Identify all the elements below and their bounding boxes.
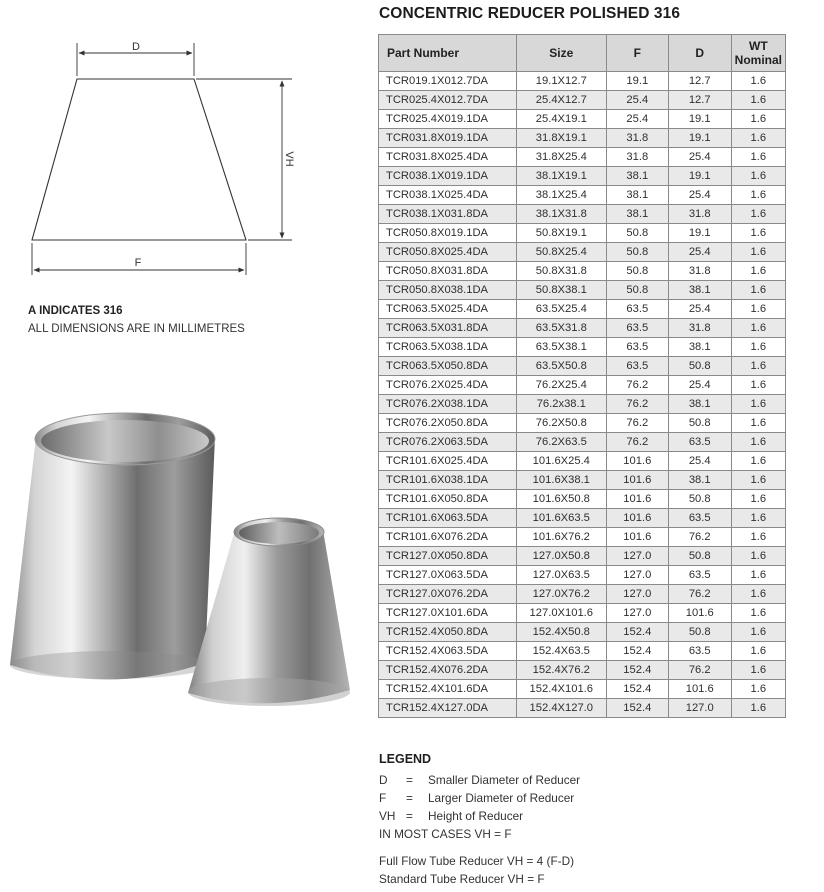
cell-d: 25.4 xyxy=(668,243,731,262)
cell-part-number: TCR101.6X063.5DA xyxy=(379,509,517,528)
cell-d: 31.8 xyxy=(668,262,731,281)
vh-label: VH xyxy=(283,151,295,167)
cell-d: 63.5 xyxy=(668,433,731,452)
table-row xyxy=(379,376,786,395)
cell-part-number: TCR152.4X076.2DA xyxy=(379,661,517,680)
cell-d: 19.1 xyxy=(668,167,731,186)
cell-part-number: TCR152.4X050.8DA xyxy=(379,623,517,642)
cell-size: 127.0X63.5 xyxy=(516,566,606,585)
cell-d: 76.2 xyxy=(668,661,731,680)
cell-wt: 1.6 xyxy=(731,414,785,433)
cell-part-number: TCR076.2X025.4DA xyxy=(379,376,517,395)
cell-wt: 1.6 xyxy=(731,91,785,110)
material-note: A INDICATES 316 xyxy=(28,305,123,317)
legend-note: IN MOST CASES VH = F xyxy=(379,827,512,841)
table-row xyxy=(379,566,786,585)
cell-part-number: TCR038.1X025.4DA xyxy=(379,186,517,205)
cell-size: 127.0X50.8 xyxy=(516,547,606,566)
cell-part-number: TCR019.1X012.7DA xyxy=(379,72,517,91)
cell-f: 101.6 xyxy=(606,528,668,547)
col-d: D xyxy=(668,35,731,72)
cell-part-number: TCR050.8X031.8DA xyxy=(379,262,517,281)
legend-item: D = Smaller Diameter of Reducer xyxy=(379,773,581,787)
cell-d: 19.1 xyxy=(668,129,731,148)
cell-part-number: TCR127.0X050.8DA xyxy=(379,547,517,566)
table-row xyxy=(379,243,786,262)
cell-part-number: TCR101.6X025.4DA xyxy=(379,452,517,471)
small-reducer xyxy=(188,518,350,706)
table-row xyxy=(379,91,786,110)
cell-size: 63.5X50.8 xyxy=(516,357,606,376)
table-row xyxy=(379,528,786,547)
table-row xyxy=(379,224,786,243)
cell-size: 38.1X19.1 xyxy=(516,167,606,186)
cell-size: 76.2X50.8 xyxy=(516,414,606,433)
cell-size: 76.2x38.1 xyxy=(516,395,606,414)
cell-part-number: TCR127.0X076.2DA xyxy=(379,585,517,604)
table-row xyxy=(379,604,786,623)
cell-part-number: TCR101.6X076.2DA xyxy=(379,528,517,547)
cell-part-number: TCR031.8X019.1DA xyxy=(379,129,517,148)
cell-wt: 1.6 xyxy=(731,319,785,338)
table-row xyxy=(379,110,786,129)
table-row xyxy=(379,623,786,642)
cell-d: 50.8 xyxy=(668,623,731,642)
cell-f: 152.4 xyxy=(606,699,668,718)
cell-part-number: TCR152.4X101.6DA xyxy=(379,680,517,699)
cell-part-number: TCR025.4X019.1DA xyxy=(379,110,517,129)
cell-wt: 1.6 xyxy=(731,395,785,414)
cell-wt: 1.6 xyxy=(731,281,785,300)
cell-wt: 1.6 xyxy=(731,490,785,509)
cell-size: 25.4X12.7 xyxy=(516,91,606,110)
cell-f: 19.1 xyxy=(606,72,668,91)
cell-f: 63.5 xyxy=(606,319,668,338)
cell-part-number: TCR038.1X019.1DA xyxy=(379,167,517,186)
cell-part-number: TCR076.2X038.1DA xyxy=(379,395,517,414)
cell-wt: 1.6 xyxy=(731,167,785,186)
cell-d: 25.4 xyxy=(668,300,731,319)
cell-size: 50.8X31.8 xyxy=(516,262,606,281)
cell-d: 127.0 xyxy=(668,699,731,718)
cell-d: 101.6 xyxy=(668,680,731,699)
d-label: D xyxy=(132,41,140,53)
table-row xyxy=(379,680,786,699)
cell-d: 19.1 xyxy=(668,224,731,243)
cell-wt: 1.6 xyxy=(731,376,785,395)
cell-wt: 1.6 xyxy=(731,357,785,376)
cell-part-number: TCR076.2X050.8DA xyxy=(379,414,517,433)
cell-d: 50.8 xyxy=(668,357,731,376)
legend-formula-full-flow: Full Flow Tube Reducer VH = 4 (F-D) xyxy=(379,854,575,868)
cell-d: 50.8 xyxy=(668,547,731,566)
f-label: F xyxy=(134,257,142,269)
cell-f: 101.6 xyxy=(606,490,668,509)
cell-wt: 1.6 xyxy=(731,243,785,262)
cell-wt: 1.6 xyxy=(731,148,785,167)
cell-d: 76.2 xyxy=(668,528,731,547)
cell-size: 101.6X50.8 xyxy=(516,490,606,509)
legend-title: LEGEND xyxy=(379,752,432,766)
cell-d: 38.1 xyxy=(668,281,731,300)
cell-size: 63.5X25.4 xyxy=(516,300,606,319)
cell-size: 19.1X12.7 xyxy=(516,72,606,91)
large-reducer xyxy=(10,413,215,680)
cell-d: 12.7 xyxy=(668,72,731,91)
cell-d: 50.8 xyxy=(668,490,731,509)
cell-part-number: TCR025.4X012.7DA xyxy=(379,91,517,110)
reducer-product-photo xyxy=(0,395,360,725)
cell-d: 38.1 xyxy=(668,395,731,414)
cell-wt: 1.6 xyxy=(731,72,785,91)
cell-part-number: TCR101.6X050.8DA xyxy=(379,490,517,509)
cell-wt: 1.6 xyxy=(731,680,785,699)
cell-wt: 1.6 xyxy=(731,509,785,528)
cell-wt: 1.6 xyxy=(731,471,785,490)
cell-wt: 1.6 xyxy=(731,338,785,357)
cell-f: 101.6 xyxy=(606,509,668,528)
cell-f: 63.5 xyxy=(606,300,668,319)
table-row xyxy=(379,547,786,566)
cell-wt: 1.6 xyxy=(731,110,785,129)
cell-f: 152.4 xyxy=(606,623,668,642)
table-row xyxy=(379,300,786,319)
cell-size: 127.0X101.6 xyxy=(516,604,606,623)
table-row xyxy=(379,338,786,357)
cell-f: 127.0 xyxy=(606,547,668,566)
cell-wt: 1.6 xyxy=(731,186,785,205)
cell-size: 101.6X38.1 xyxy=(516,471,606,490)
cell-size: 38.1X31.8 xyxy=(516,205,606,224)
cell-size: 63.5X31.8 xyxy=(516,319,606,338)
legend xyxy=(379,752,580,888)
table-header-row xyxy=(379,35,786,72)
table-row xyxy=(379,72,786,91)
cell-size: 38.1X25.4 xyxy=(516,186,606,205)
cell-d: 38.1 xyxy=(668,471,731,490)
cell-size: 152.4X63.5 xyxy=(516,642,606,661)
table-row xyxy=(379,661,786,680)
legend-item: VH = Height of Reducer xyxy=(379,809,524,823)
cell-d: 101.6 xyxy=(668,604,731,623)
cell-wt: 1.6 xyxy=(731,604,785,623)
table-row xyxy=(379,129,786,148)
table-row xyxy=(379,167,786,186)
cell-wt: 1.6 xyxy=(731,566,785,585)
cell-part-number: TCR127.0X101.6DA xyxy=(379,604,517,623)
cell-d: 38.1 xyxy=(668,338,731,357)
cell-size: 50.8X38.1 xyxy=(516,281,606,300)
cell-d: 25.4 xyxy=(668,376,731,395)
cell-d: 63.5 xyxy=(668,509,731,528)
table-row xyxy=(379,395,786,414)
cell-part-number: TCR152.4X127.0DA xyxy=(379,699,517,718)
cell-wt: 1.6 xyxy=(731,642,785,661)
page-title: CONCENTRIC REDUCER POLISHED 316 xyxy=(379,5,681,22)
cell-d: 19.1 xyxy=(668,110,731,129)
cell-f: 63.5 xyxy=(606,338,668,357)
cell-size: 50.8X25.4 xyxy=(516,243,606,262)
cell-size: 101.6X25.4 xyxy=(516,452,606,471)
cell-d: 31.8 xyxy=(668,319,731,338)
reducer-dimension-diagram xyxy=(20,30,300,275)
cell-d: 31.8 xyxy=(668,205,731,224)
cell-size: 152.4X76.2 xyxy=(516,661,606,680)
cell-f: 31.8 xyxy=(606,129,668,148)
cell-size: 152.4X101.6 xyxy=(516,680,606,699)
cell-wt: 1.6 xyxy=(731,585,785,604)
cell-f: 25.4 xyxy=(606,110,668,129)
cell-f: 38.1 xyxy=(606,205,668,224)
cell-part-number: TCR063.5X050.8DA xyxy=(379,357,517,376)
cell-f: 101.6 xyxy=(606,452,668,471)
cell-wt: 1.6 xyxy=(731,452,785,471)
table-row xyxy=(379,490,786,509)
cell-size: 152.4X50.8 xyxy=(516,623,606,642)
cell-d: 76.2 xyxy=(668,585,731,604)
cell-d: 12.7 xyxy=(668,91,731,110)
cell-f: 50.8 xyxy=(606,281,668,300)
cell-f: 76.2 xyxy=(606,395,668,414)
cell-part-number: TCR063.5X038.1DA xyxy=(379,338,517,357)
table-row xyxy=(379,186,786,205)
cell-d: 25.4 xyxy=(668,186,731,205)
cell-f: 50.8 xyxy=(606,224,668,243)
cell-part-number: TCR050.8X019.1DA xyxy=(379,224,517,243)
cell-part-number: TCR063.5X031.8DA xyxy=(379,319,517,338)
cell-wt: 1.6 xyxy=(731,547,785,566)
cell-part-number: TCR038.1X031.8DA xyxy=(379,205,517,224)
cell-f: 76.2 xyxy=(606,376,668,395)
cell-f: 152.4 xyxy=(606,642,668,661)
table-row xyxy=(379,433,786,452)
cell-f: 31.8 xyxy=(606,148,668,167)
cell-size: 101.6X63.5 xyxy=(516,509,606,528)
cell-part-number: TCR050.8X038.1DA xyxy=(379,281,517,300)
cell-f: 25.4 xyxy=(606,91,668,110)
table-row xyxy=(379,414,786,433)
cell-f: 38.1 xyxy=(606,167,668,186)
cell-wt: 1.6 xyxy=(731,129,785,148)
cell-size: 127.0X76.2 xyxy=(516,585,606,604)
cell-size: 152.4X127.0 xyxy=(516,699,606,718)
cell-size: 101.6X76.2 xyxy=(516,528,606,547)
cell-size: 50.8X19.1 xyxy=(516,224,606,243)
table-row xyxy=(379,471,786,490)
cell-part-number: TCR063.5X025.4DA xyxy=(379,300,517,319)
cell-part-number: TCR031.8X025.4DA xyxy=(379,148,517,167)
cell-wt: 1.6 xyxy=(731,262,785,281)
cell-d: 50.8 xyxy=(668,414,731,433)
table-row xyxy=(379,452,786,471)
cell-d: 63.5 xyxy=(668,642,731,661)
cell-part-number: TCR050.8X025.4DA xyxy=(379,243,517,262)
cell-f: 152.4 xyxy=(606,680,668,699)
table-row xyxy=(379,357,786,376)
cell-f: 152.4 xyxy=(606,661,668,680)
table-row xyxy=(379,509,786,528)
units-note: ALL DIMENSIONS ARE IN MILLIMETRES xyxy=(28,323,245,335)
cell-wt: 1.6 xyxy=(731,224,785,243)
cell-f: 38.1 xyxy=(606,186,668,205)
reducer-outline xyxy=(32,79,246,240)
table-row xyxy=(379,205,786,224)
reducer-spec-table xyxy=(378,34,786,718)
cell-f: 76.2 xyxy=(606,414,668,433)
cell-part-number: TCR152.4X063.5DA xyxy=(379,642,517,661)
table-row xyxy=(379,281,786,300)
cell-f: 101.6 xyxy=(606,471,668,490)
cell-part-number: TCR076.2X063.5DA xyxy=(379,433,517,452)
cell-f: 127.0 xyxy=(606,604,668,623)
cell-f: 50.8 xyxy=(606,262,668,281)
cell-size: 63.5X38.1 xyxy=(516,338,606,357)
legend-item: F = Larger Diameter of Reducer xyxy=(379,791,575,805)
col-part-number: Part Number xyxy=(379,35,517,72)
cell-size: 31.8X25.4 xyxy=(516,148,606,167)
cell-f: 63.5 xyxy=(606,357,668,376)
table-row xyxy=(379,699,786,718)
cell-wt: 1.6 xyxy=(731,699,785,718)
table-row xyxy=(379,148,786,167)
table-row xyxy=(379,642,786,661)
cell-f: 76.2 xyxy=(606,433,668,452)
col-size: Size xyxy=(516,35,606,72)
cell-f: 127.0 xyxy=(606,585,668,604)
cell-wt: 1.6 xyxy=(731,528,785,547)
cell-wt: 1.6 xyxy=(731,205,785,224)
cell-wt: 1.6 xyxy=(731,623,785,642)
cell-f: 50.8 xyxy=(606,243,668,262)
cell-d: 25.4 xyxy=(668,148,731,167)
col-f: F xyxy=(606,35,668,72)
cell-f: 127.0 xyxy=(606,566,668,585)
cell-part-number: TCR101.6X038.1DA xyxy=(379,471,517,490)
cell-part-number: TCR127.0X063.5DA xyxy=(379,566,517,585)
cell-size: 76.2X63.5 xyxy=(516,433,606,452)
cell-wt: 1.6 xyxy=(731,661,785,680)
cell-d: 63.5 xyxy=(668,566,731,585)
cell-wt: 1.6 xyxy=(731,433,785,452)
cell-d: 25.4 xyxy=(668,452,731,471)
table-row xyxy=(379,262,786,281)
cell-size: 31.8X19.1 xyxy=(516,129,606,148)
cell-size: 25.4X19.1 xyxy=(516,110,606,129)
cell-wt: 1.6 xyxy=(731,300,785,319)
col-wt-nominal: WT Nominal xyxy=(731,35,785,72)
cell-size: 76.2X25.4 xyxy=(516,376,606,395)
table-row xyxy=(379,319,786,338)
table-row xyxy=(379,585,786,604)
legend-formula-standard: Standard Tube Reducer VH = F xyxy=(379,872,545,886)
